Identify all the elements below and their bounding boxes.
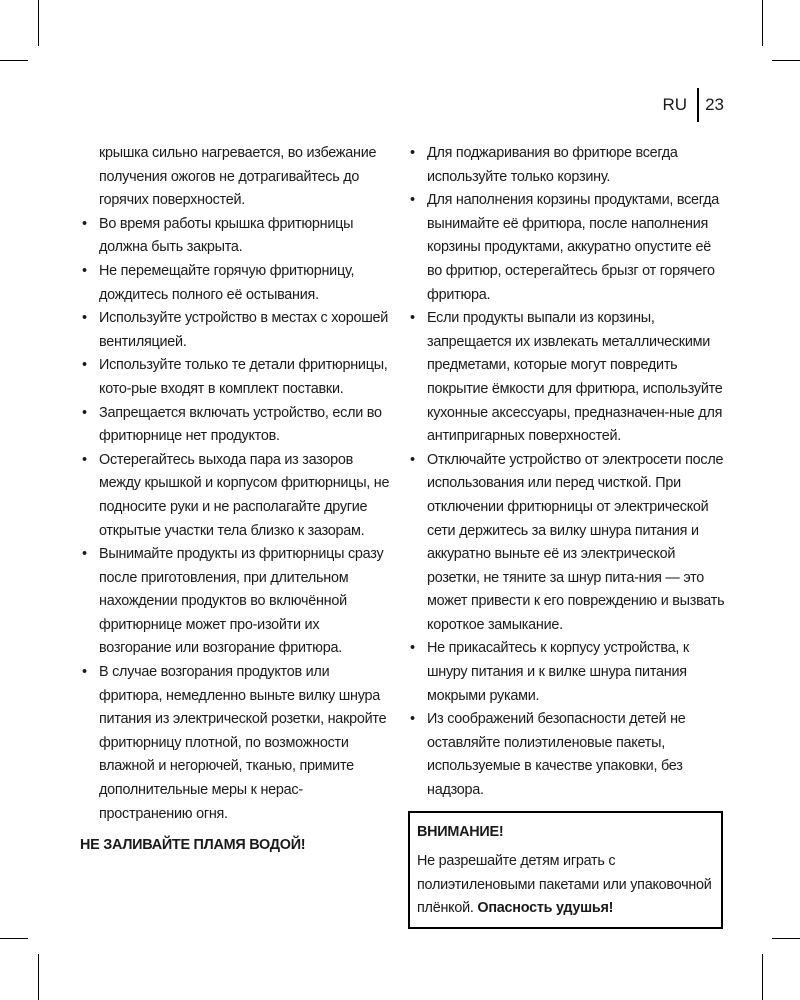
list-item: • Остерегайтесь выхода пара из зазоров между крышкой и корпусом фритюрницы, не подносите руки и не располагайте другие открытые участки тела близко к зазорам.: [80, 449, 390, 543]
warning-title: ВНИМАНИЕ!: [417, 823, 504, 840]
crop-mark: [762, 0, 763, 46]
list-item: • Используйте устройство в местах с хорошей вентиляцией.: [80, 307, 390, 354]
list-item: • Запрещается включать устройство, если во фритюрнице нет продуктов.: [80, 402, 390, 449]
warning-text: [417, 850, 715, 921]
crop-mark: [0, 60, 28, 61]
left-column: [80, 142, 390, 872]
header-divider: [697, 88, 699, 122]
crop-mark: [772, 60, 800, 61]
language-code: RU: [662, 95, 688, 114]
list-item: • В случае возгорания продуктов или фритюра, немедленно выньте вилку шнура питания из электрической розетки, накройте фритюрницу плотной, по возможности влажной и негорючей, тканью, примите дополнительные меры к нерас-пространению огня.: [80, 661, 390, 826]
warning-emphasis: Опасность удушья!: [477, 900, 614, 917]
continued-paragraph: крышка сильно нагревается, во избежание получения ожогов не дотрагивайтесь до горячих поверхностей.: [99, 145, 377, 209]
list-item: • Для наполнения корзины продуктами, всегда вынимайте её фритюра, после наполнения корзины продуктами, аккуратно опустите её во фритюр, остерегайтесь брызг от горячего фритюра.: [408, 189, 726, 307]
crop-mark: [38, 0, 39, 46]
list-item: • Используйте только те детали фритюрницы, кото-рые входят в комплект поставки.: [80, 354, 390, 401]
page-number: 23: [705, 95, 724, 114]
warning-body: Не разрешайте детям играть с полиэтиленовыми пакетами или упаковочной плёнкой.: [417, 853, 712, 917]
list-item: • Для поджаривания во фритюре всегда используйте только корзину.: [408, 142, 726, 189]
fire-warning: НЕ ЗАЛИВАЙТЕ ПЛАМЯ ВОДОЙ!: [80, 837, 306, 854]
crop-mark: [0, 938, 28, 939]
right-column: [408, 142, 726, 929]
list-item: • Не прикасайтесь к корпусу устройства, к шнуру питания и к вилке шнура питания мокрыми руками.: [408, 637, 726, 708]
list-item: • Вынимайте продукты из фритюрницы сразу после приготовления, при длительном нахождении продуктов во включённой фритюрнице может про-изойти их возгорание или возгорание фритюра.: [80, 543, 390, 661]
warning-box: [408, 811, 723, 929]
list-item: • Если продукты выпали из корзины, запрещается их извлекать металлическими предметами, которые могут повредить покрытие ёмкости для фритюра, используйте кухонные аксессуары, предназначен-ные для антипригарных поверхностей.: [408, 307, 726, 449]
list-item: • Не перемещайте горячую фритюрницу, дождитесь полного её остывания.: [80, 260, 390, 307]
crop-mark: [762, 954, 763, 1000]
list-item: • Во время работы крышка фритюрницы должна быть закрыта.: [80, 213, 390, 260]
crop-mark: [38, 954, 39, 1000]
crop-mark: [772, 938, 800, 939]
page-header: [663, 88, 724, 122]
list-item: • Из соображений безопасности детей не оставляйте полиэтиленовые пакеты, используемые в качестве упаковки, без надзора.: [408, 708, 726, 802]
list-item: • Отключайте устройство от электросети после использования или перед чисткой. При отключении фритюрницы от электрической сети держитесь за вилку шнура питания и аккуратно выньте её из электрической розетки, не тяните за шнур пита-ния — это может привести к его повреждению и вызвать короткое замыкание.: [408, 449, 726, 638]
